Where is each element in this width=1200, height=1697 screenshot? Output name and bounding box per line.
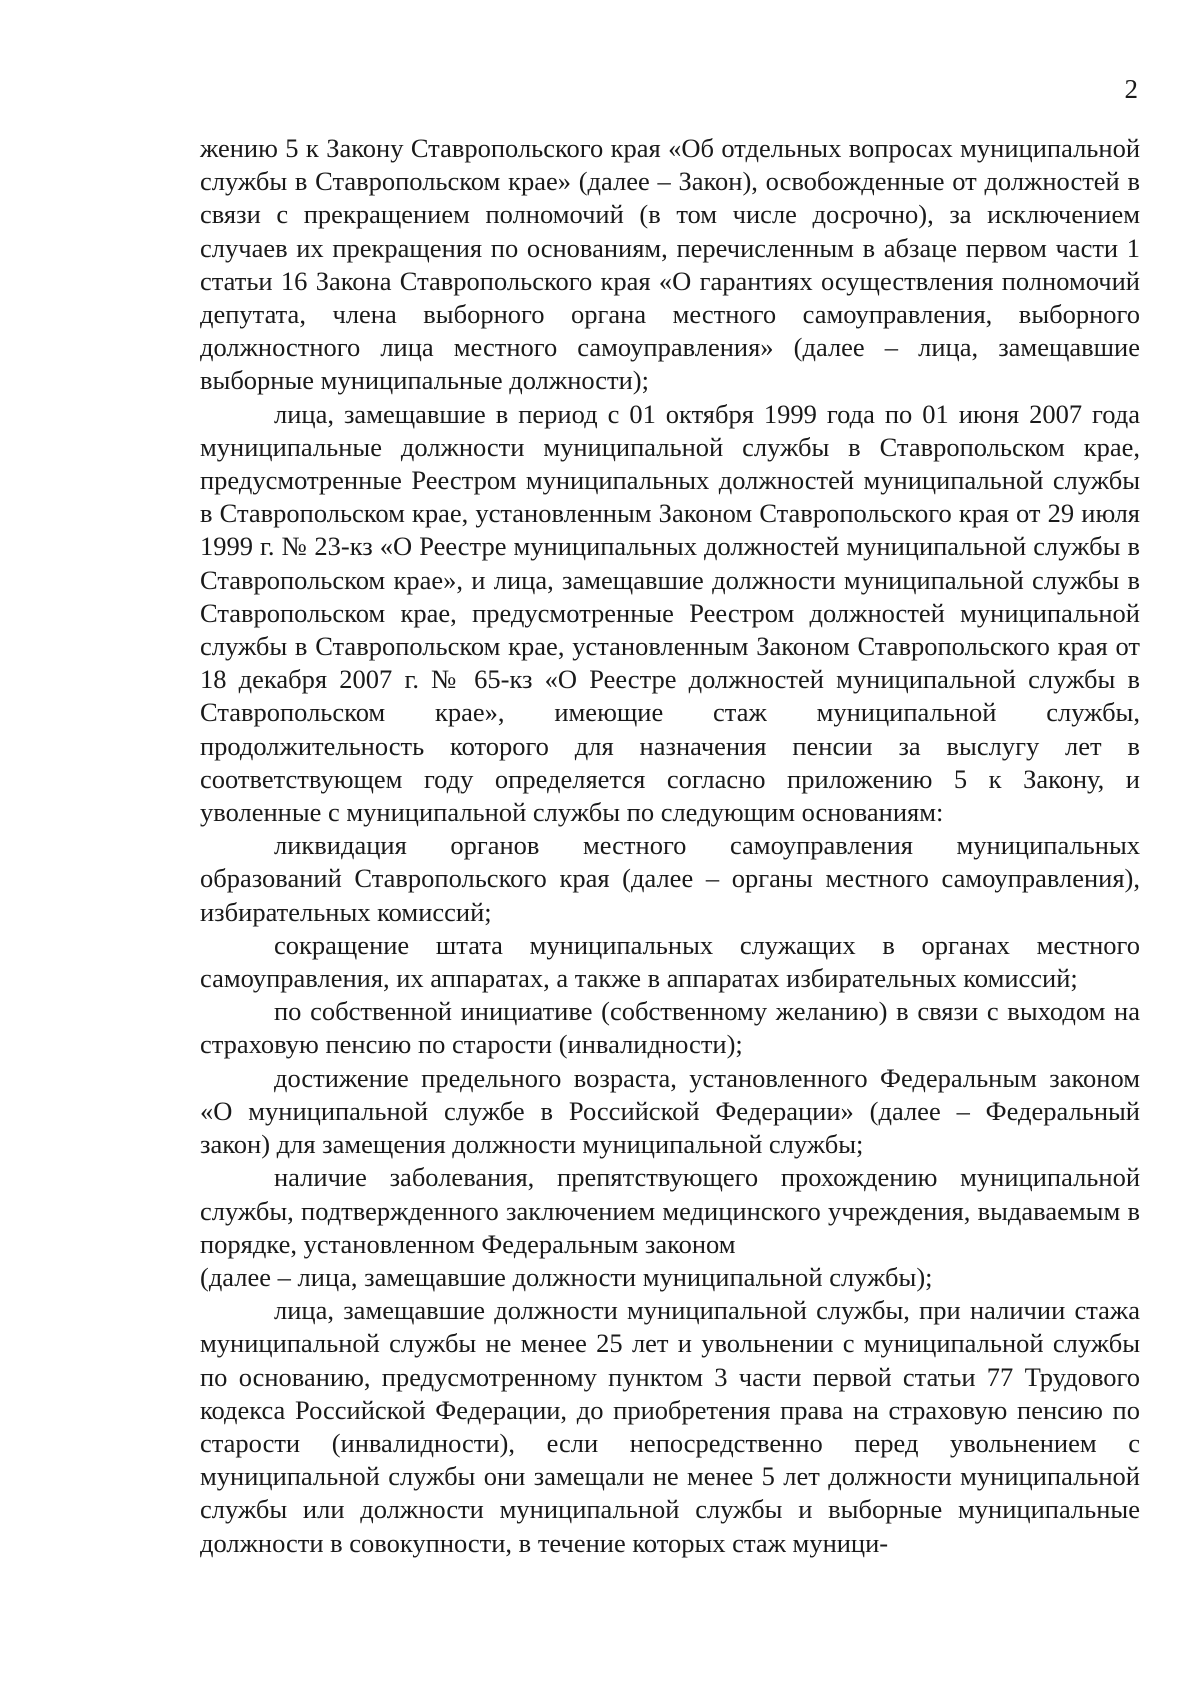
- paragraph-6: достижение предельного возраста, установленного Федеральным законом «О муниципальной службе в Российской Федерации» (далее – Федеральный закон) для замещения должности муниципальной службы;: [200, 1062, 1140, 1160]
- paragraph-8: (далее – лица, замещавшие должности муниципальной службы);: [200, 1261, 933, 1292]
- paragraph-4: сокращение штата муниципальных служащих в органах местного самоуправления, их аппаратах, а также в аппаратах избирательных комиссий;: [200, 929, 1140, 994]
- paragraph-2: лица, замещавшие в период с 01 октября 1999 года по 01 июня 2007 года муниципальные должности муниципальной службы в Ставропольском крае, предусмотренные Реестром муниципальных должностей муниципальной службы в Ставропольском крае, установленным Законом Ставропольского края от 29 июля 1999 г. № 23-кз «О Реестре муниципальных должностей муниципальной службы в Ставропольском крае», и лица, замещавшие должности муниципальной службы в Ставропольском крае, предусмотренные Реестром должностей муниципальной службы в Ставропольском крае, установленным Законом Ставропольского края от 18 декабря 2007 г. № 65-кз «О Реестре должностей муниципальной службы в Ставропольском крае», имеющие стаж муниципальной службы, продолжительность которого для назначения пенсии за выслугу лет в соответствующем году определяется согласно приложению 5 к Закону, и уволенные с муниципальной службы по следующим основаниям:: [200, 398, 1140, 828]
- paragraph-5: по собственной инициативе (собственному желанию) в связи с выходом на страховую пенсию по старости (инвалидности);: [200, 996, 1140, 1060]
- paragraph-3: ликвидация органов местного самоуправления муниципальных образований Ставропольского края (далее – органы местного самоуправления), избирательных комиссий;: [200, 830, 1140, 927]
- document-body: [200, 132, 1140, 1560]
- page-number: 2: [1124, 74, 1138, 104]
- paragraph-9: лица, замещавшие должности муниципальной службы, при наличии стажа муниципальной службы не менее 25 лет и увольнении с муниципальной службы по основанию, предусмотренному пунктом 3 части первой статьи 77 Трудового кодекса Российской Федерации, до приобретения права на страховую пенсию по старости (инвалидности), если непосредственно перед увольнением с муниципальной службы они замещали не менее 5 лет должности муниципальной службы или должности муниципальной службы и выборные муниципальные должности в совокупности, в течение которых стаж муници-: [200, 1295, 1140, 1558]
- paragraph-1: жению 5 к Закону Ставропольского края «Об отдельных вопросах муниципальной службы в Ставропольском крае» (далее – Закон), освобожденные от должностей в связи с прекращением полномочий (в том числе досрочно), за исключением случаев их прекращения по основаниям, перечисленным в абзаце первом части 1 статьи 16 Закона Ставропольского края «О гарантиях осуществления полномочий депутата, члена выборного органа местного самоуправления, выборного должностного лица местного самоуправления» (далее – лица, замещавшие выборные муниципальные должности);: [200, 133, 1140, 396]
- paragraph-7: наличие заболевания, препятствующего прохождению муниципальной службы, подтвержденного заключением медицинского учреждения, выдаваемым в порядке, установленном Федеральным законом: [200, 1162, 1140, 1259]
